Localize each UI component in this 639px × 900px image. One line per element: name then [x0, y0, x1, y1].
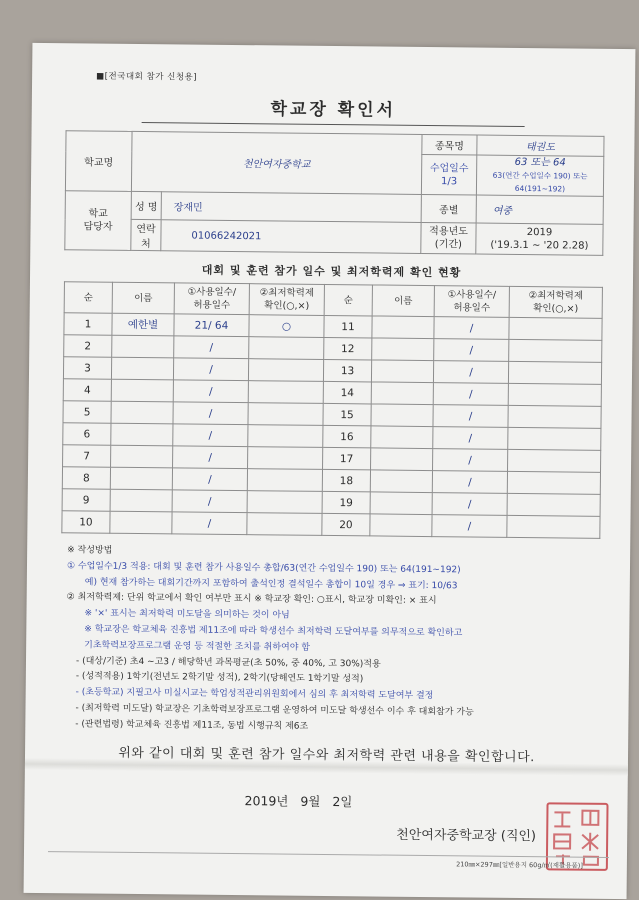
row-name — [111, 445, 173, 468]
contact-value: 01066242021 — [161, 220, 421, 254]
row-no: 11 — [324, 315, 372, 338]
row-name — [110, 511, 172, 534]
contact-label: 연락처 — [131, 219, 161, 250]
note-days-rule: ① 수업일수1/3 적용: 대회 및 훈련 참가 사용일수 총합/63(연간 수업일수 190) 또는 64(191~192) — [66, 561, 461, 576]
header-days-left — [174, 283, 249, 315]
row-check — [507, 493, 600, 516]
row-days: / — [432, 515, 507, 538]
row-name — [370, 514, 432, 537]
row-no: 3 — [63, 357, 111, 380]
header-check-left — [249, 284, 324, 316]
event-value: 태권도 — [477, 135, 604, 156]
row-no: 10 — [62, 511, 110, 534]
row-no: 6 — [63, 423, 111, 446]
row-check — [247, 513, 322, 536]
row-name — [111, 357, 173, 380]
row-days: / — [433, 383, 508, 406]
note-grade-application: - (성적적용) 1학기(전년도 2학기말 성적), 2학기(당해연도 1학기말 성적) — [75, 671, 364, 685]
row-days: / — [432, 471, 507, 494]
days-label-line-1: 수업일수 — [429, 162, 469, 174]
note-principal-duty: ※ 학교장은 학교체육 진흥법 제11조에 따라 학생선수 최저학력 도달여부를 의무적으로 확인하고 — [84, 624, 463, 639]
days-value — [476, 155, 603, 196]
gender-value: 여중 — [476, 195, 603, 224]
header-check-left-line-2: 확인(○,×) — [264, 300, 310, 312]
table-row — [62, 511, 600, 539]
row-check — [508, 383, 601, 406]
row-check — [509, 339, 602, 362]
row-name — [370, 470, 432, 493]
row-no: 20 — [322, 513, 370, 536]
row-no: 17 — [323, 447, 371, 470]
note-min-academic: ② 최저학력제: 단위 학교에서 확인 여부만 표시 ※ 학교장 확인: ○표시, 학교장 미확인: × 표시 — [66, 592, 437, 607]
row-days: / — [433, 361, 508, 384]
row-check — [247, 469, 322, 492]
note-related-law: - (관련법령) 학교체육 진흥법 제11조, 동법 시행규칙 제6조 — [75, 719, 309, 732]
row-name — [371, 426, 433, 449]
title-divider — [142, 122, 525, 127]
note-x-meaning: ※ '×' 표시는 최저학력 미도달을 의미하는 것이 아님 — [84, 608, 290, 621]
info-table — [64, 130, 604, 256]
header-name-left: 이름 — [112, 282, 174, 314]
row-check: ○ — [249, 315, 324, 338]
seal-graphic — [548, 804, 607, 869]
name-label: 성 명 — [131, 191, 161, 219]
year-label-line-2: (기간) — [434, 239, 462, 251]
row-check — [248, 359, 323, 382]
row-days: / — [432, 493, 507, 516]
row-no: 18 — [322, 469, 370, 492]
header-days-left-line-1: ①사용일수/ — [187, 286, 237, 299]
row-no: 1 — [64, 313, 112, 336]
row-no: 7 — [63, 445, 111, 468]
row-days: / — [174, 336, 249, 359]
staff-label-line-2: 담당자 — [83, 221, 113, 233]
days-value-line-2: 63(연간 수업일수 190) 또는 64(191~192) — [492, 170, 588, 194]
row-check — [248, 425, 323, 448]
name-value: 장재민 — [161, 192, 421, 223]
note-not-reached: - (최저학력 미도달) 학교장은 기초학력보장프로그램 운영하여 미도달 학생선수 이수 후 대회참가 가능 — [75, 703, 474, 718]
header-check-left-line-1: ②최저학력제 — [259, 287, 315, 299]
days-label — [421, 154, 476, 195]
row-name — [371, 404, 433, 427]
row-name — [112, 335, 174, 358]
row-check — [507, 471, 600, 494]
header-no-left: 순 — [64, 282, 112, 314]
row-name — [110, 467, 172, 490]
row-days: / — [434, 339, 509, 362]
row-days: / — [433, 405, 508, 428]
row-check — [508, 449, 601, 472]
row-days: / — [173, 402, 248, 425]
row-name — [110, 489, 172, 512]
table-body — [62, 313, 602, 539]
header-days-right-line-2: 허용일수 — [453, 302, 491, 314]
school-label: 학교명 — [65, 131, 132, 192]
event-label: 종목명 — [422, 134, 477, 155]
row-no: 8 — [62, 467, 110, 490]
row-days: / — [172, 490, 247, 513]
gender-label: 종별 — [421, 194, 476, 223]
year-label-line-1: 적용년도 — [429, 226, 468, 238]
header-check-right — [509, 286, 602, 318]
row-no: 4 — [63, 379, 111, 402]
document-label: ■[전국대회 참가 신청용] — [96, 71, 198, 83]
row-no: 19 — [322, 491, 370, 514]
row-no: 12 — [324, 337, 372, 360]
header-no-right: 순 — [324, 284, 372, 316]
row-check — [247, 491, 322, 514]
row-days: / — [173, 380, 248, 403]
row-days: 21/ 64 — [174, 314, 249, 337]
row-days: / — [433, 427, 508, 450]
row-days: / — [434, 317, 509, 340]
writing-instructions — [65, 543, 627, 738]
row-days: / — [433, 449, 508, 472]
row-check — [508, 405, 601, 428]
row-no: 15 — [323, 403, 371, 426]
year-value — [476, 223, 603, 255]
header-days-right — [434, 286, 509, 318]
row-no: 14 — [323, 381, 371, 404]
row-name — [111, 423, 173, 446]
row-no: 16 — [323, 425, 371, 448]
notes-heading: ※ 작성방법 — [67, 545, 113, 556]
header-name-right: 이름 — [372, 285, 434, 317]
row-days: / — [173, 446, 248, 469]
note-principal-duty-cont: 기초학력보장프로그램 운영 등 적절한 조치를 취하여야 함 — [84, 640, 311, 653]
row-days: / — [172, 468, 247, 491]
row-no: 5 — [63, 401, 111, 424]
row-days: / — [173, 358, 248, 381]
year-value-line-1: 2019 — [526, 227, 553, 239]
note-target-criteria: - (대상/기준) 초4 ~고3 / 해당학년 과목평균(초 50%, 중 40%, 고 30%)적용 — [75, 655, 381, 670]
note-elementary: - (초등학교) 지필고사 미실시교는 학업성적관리위원회에서 심의 후 최저학력 도달여부 결정 — [75, 687, 434, 702]
row-no: 9 — [62, 489, 110, 512]
staff-label — [65, 191, 132, 251]
row-name — [111, 379, 173, 402]
document-title: 학교장 확인서 — [270, 99, 397, 121]
note-days-example: 예) 현재 참가하는 대회기간까지 포함하여 출석인정 결석일수 총합이 10일 경우 ⇒ 표기: 10/63 — [84, 577, 458, 591]
row-days: / — [173, 424, 248, 447]
row-name — [111, 401, 173, 424]
row-check — [509, 317, 602, 340]
year-label — [421, 222, 476, 254]
row-days: / — [172, 512, 247, 535]
participation-table — [61, 281, 603, 539]
row-no: 2 — [64, 335, 112, 358]
document-page — [24, 43, 636, 899]
school-value: 천안여자중학교 — [131, 131, 422, 194]
row-name — [372, 338, 434, 361]
header-days-left-line-2: 허용일수 — [193, 299, 231, 311]
footer-divider — [48, 851, 609, 858]
row-name: 예한별 — [112, 313, 174, 336]
paper-spec: 210㎜×297㎜[일반용지 60g/㎡(재활용품)] — [456, 860, 583, 870]
row-name — [371, 448, 433, 471]
row-check — [508, 361, 601, 384]
year-value-line-2: ('19.3.1 ~ '20 2.28) — [490, 239, 589, 252]
row-check — [508, 427, 601, 450]
row-check — [248, 381, 323, 404]
row-check — [249, 337, 324, 360]
confirmation-statement: 위와 같이 대회 및 훈련 참가 일수와 최저학력 관련 내용을 확인합니다. — [118, 745, 535, 766]
row-name — [370, 492, 432, 515]
row-name — [372, 316, 434, 339]
row-check — [248, 403, 323, 426]
header-check-right-line-1: ②최저학력제 — [528, 290, 584, 302]
row-name — [371, 360, 433, 383]
staff-label-line-1: 학교 — [88, 208, 108, 220]
header-days-right-line-1: ①사용일수/ — [447, 289, 497, 301]
row-name — [371, 382, 433, 405]
row-check — [248, 447, 323, 470]
days-label-line-2: 1/3 — [440, 175, 458, 187]
header-check-right-line-2: 확인(○,×) — [533, 303, 579, 315]
table-subtitle: 대회 및 훈련 참가 일수 및 최저학력제 확인 현황 — [201, 263, 462, 280]
row-check — [507, 515, 600, 538]
days-value-line-1: 63 또는 64 — [514, 156, 566, 169]
confirmation-date: 2019년 9월 2일 — [244, 793, 353, 810]
principal-signature: 천안여자중학교장 (직인) — [396, 827, 537, 845]
row-no: 13 — [323, 359, 371, 382]
